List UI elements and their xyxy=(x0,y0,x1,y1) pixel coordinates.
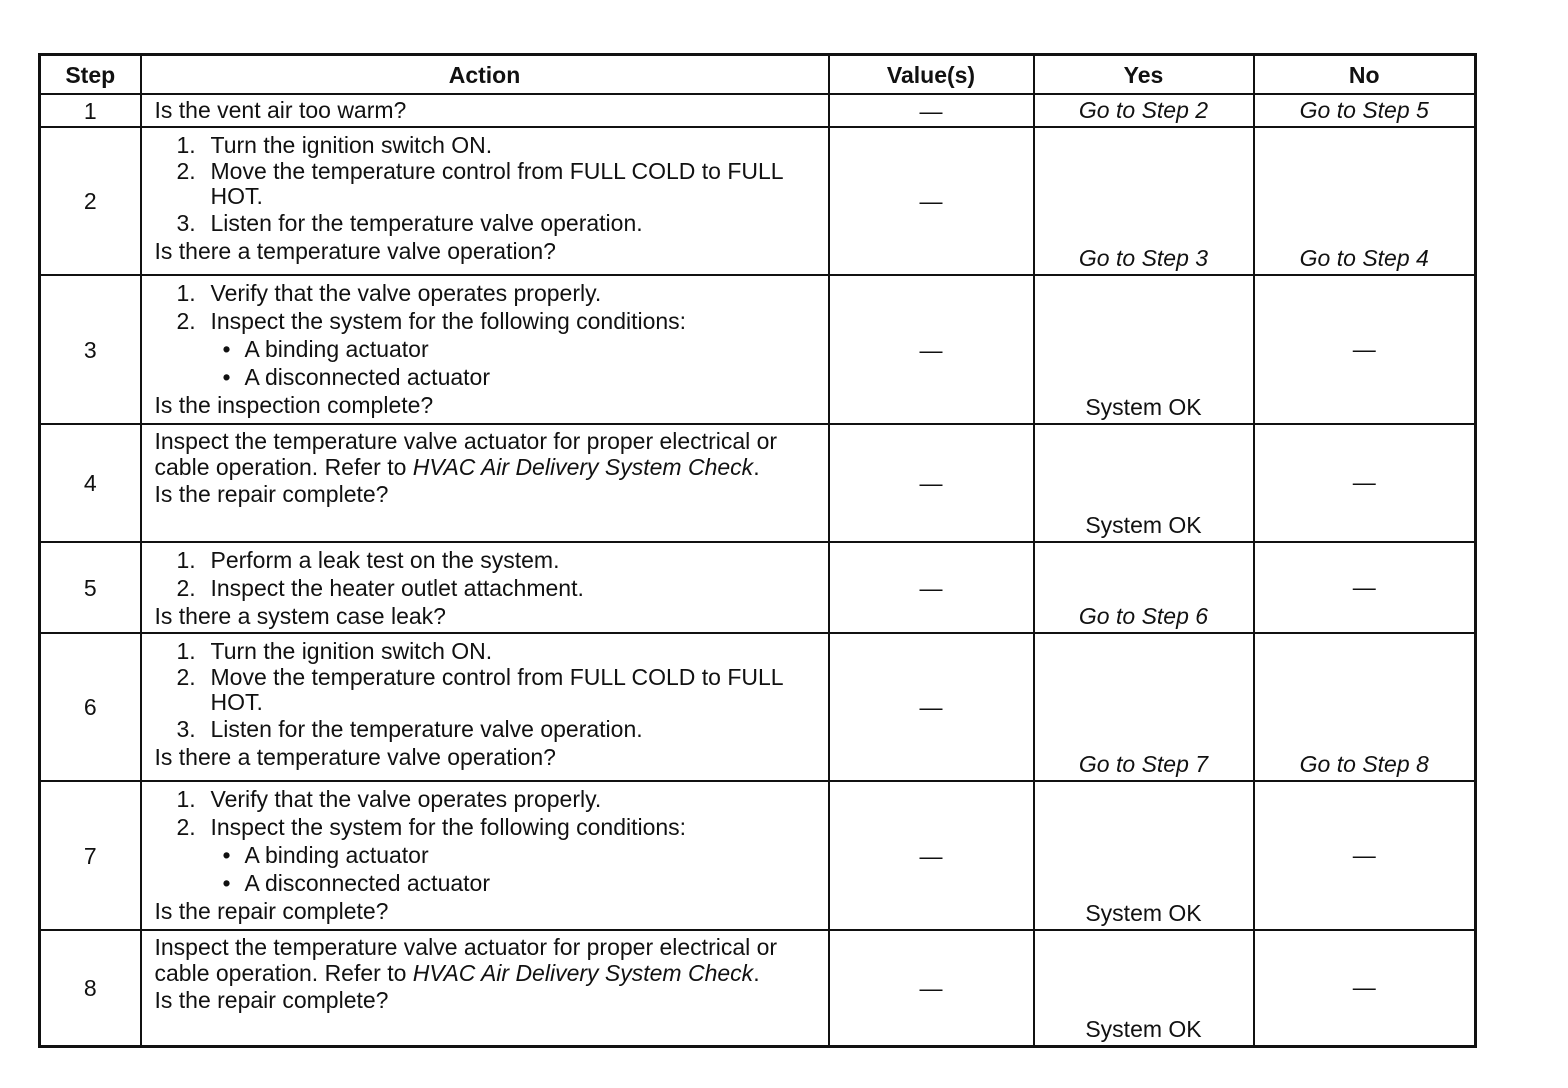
value-cell: — xyxy=(829,930,1034,1046)
numbered-item: 1. Perform a leak test on the system. xyxy=(176,547,560,573)
yes-cell: System OK xyxy=(1034,424,1254,542)
table-row xyxy=(40,781,1476,930)
diagnostic-table xyxy=(38,53,1477,1048)
numbered-item: 2. Move the temperature control from FULL COLD to FULL HOT. xyxy=(176,664,783,715)
question-text: Is there a temperature valve operation? xyxy=(154,744,556,770)
bullet-item: • A disconnected actuator xyxy=(222,364,490,390)
action-cell xyxy=(141,781,829,930)
numbered-item: 3. Listen for the temperature valve operation. xyxy=(176,716,643,742)
instruction-text: Inspect the temperature valve actuator for proper electrical or cable operation. Refer to HVAC Air Delivery System Check. xyxy=(154,428,778,480)
numbered-item: 2. Inspect the system for the following conditions: xyxy=(176,308,687,334)
yes-cell: System OK xyxy=(1034,930,1254,1046)
header-yes: Yes xyxy=(1034,55,1254,95)
table-row xyxy=(40,127,1476,275)
step-number: 2 xyxy=(40,127,141,275)
question-text: Is the inspection complete? xyxy=(154,392,434,418)
numbered-item: 3. Listen for the temperature valve operation. xyxy=(176,210,643,236)
action-cell xyxy=(141,127,829,275)
question-text: Is the repair complete? xyxy=(154,898,389,924)
question-text: Is there a system case leak? xyxy=(154,603,446,629)
bullet-item: • A binding actuator xyxy=(222,336,429,362)
numbered-item: 2. Move the temperature control from FULL COLD to FULL HOT. xyxy=(176,158,783,209)
value-cell: — xyxy=(829,542,1034,633)
table-row xyxy=(40,930,1476,1046)
step-number: 4 xyxy=(40,424,141,542)
no-cell: — xyxy=(1254,930,1476,1046)
table-row xyxy=(40,424,1476,542)
numbered-item: 2. Inspect the heater outlet attachment. xyxy=(176,575,584,601)
value-cell: — xyxy=(829,127,1034,275)
action-cell xyxy=(141,930,829,1046)
header-step: Step xyxy=(40,55,141,95)
no-cell: Go to Step 5 xyxy=(1254,94,1476,127)
yes-cell: Go to Step 3 xyxy=(1034,127,1254,275)
no-cell: Go to Step 4 xyxy=(1254,127,1476,275)
action-cell xyxy=(141,424,829,542)
step-number: 5 xyxy=(40,542,141,633)
header-action: Action xyxy=(141,55,829,95)
yes-cell: Go to Step 2 xyxy=(1034,94,1254,127)
header-row xyxy=(40,55,1476,95)
action-cell xyxy=(141,275,829,424)
action-cell xyxy=(141,633,829,781)
header-no: No xyxy=(1254,55,1476,95)
yes-cell: System OK xyxy=(1034,781,1254,930)
yes-cell: Go to Step 6 xyxy=(1034,542,1254,633)
instruction-text: Inspect the temperature valve actuator for proper electrical or cable operation. Refer to HVAC Air Delivery System Check. xyxy=(154,934,778,986)
question-text: Is there a temperature valve operation? xyxy=(154,238,556,264)
table-row xyxy=(40,275,1476,424)
question-text: Is the repair complete? xyxy=(154,987,389,1013)
reference-link[interactable]: HVAC Air Delivery System Check xyxy=(412,454,754,480)
value-cell: — xyxy=(829,781,1034,930)
no-cell: — xyxy=(1254,542,1476,633)
step-number: 6 xyxy=(40,633,141,781)
no-cell: — xyxy=(1254,275,1476,424)
header-value: Value(s) xyxy=(829,55,1034,95)
yes-cell: Go to Step 7 xyxy=(1034,633,1254,781)
action-cell xyxy=(141,94,829,127)
question-text: Is the repair complete? xyxy=(154,481,389,507)
table-row xyxy=(40,542,1476,633)
value-cell: — xyxy=(829,275,1034,424)
value-cell: — xyxy=(829,633,1034,781)
table-row xyxy=(40,94,1476,127)
step-number: 8 xyxy=(40,930,141,1046)
no-cell: — xyxy=(1254,781,1476,930)
numbered-item: 2. Inspect the system for the following conditions: xyxy=(176,814,687,840)
numbered-item: 1. Verify that the valve operates properly. xyxy=(176,280,602,306)
question-text: Is the vent air too warm? xyxy=(154,97,407,123)
step-number: 7 xyxy=(40,781,141,930)
numbered-item: 1. Turn the ignition switch ON. xyxy=(176,638,493,664)
bullet-item: • A binding actuator xyxy=(222,842,429,868)
value-cell: — xyxy=(829,424,1034,542)
value-cell: — xyxy=(829,94,1034,127)
table-row xyxy=(40,633,1476,781)
numbered-item: 1. Verify that the valve operates properly. xyxy=(176,786,602,812)
yes-cell: System OK xyxy=(1034,275,1254,424)
no-cell: Go to Step 8 xyxy=(1254,633,1476,781)
no-cell: — xyxy=(1254,424,1476,542)
bullet-item: • A disconnected actuator xyxy=(222,870,490,896)
numbered-item: 1. Turn the ignition switch ON. xyxy=(176,132,493,158)
reference-link[interactable]: HVAC Air Delivery System Check xyxy=(412,960,754,986)
step-number: 3 xyxy=(40,275,141,424)
action-cell xyxy=(141,542,829,633)
step-number: 1 xyxy=(40,94,141,127)
